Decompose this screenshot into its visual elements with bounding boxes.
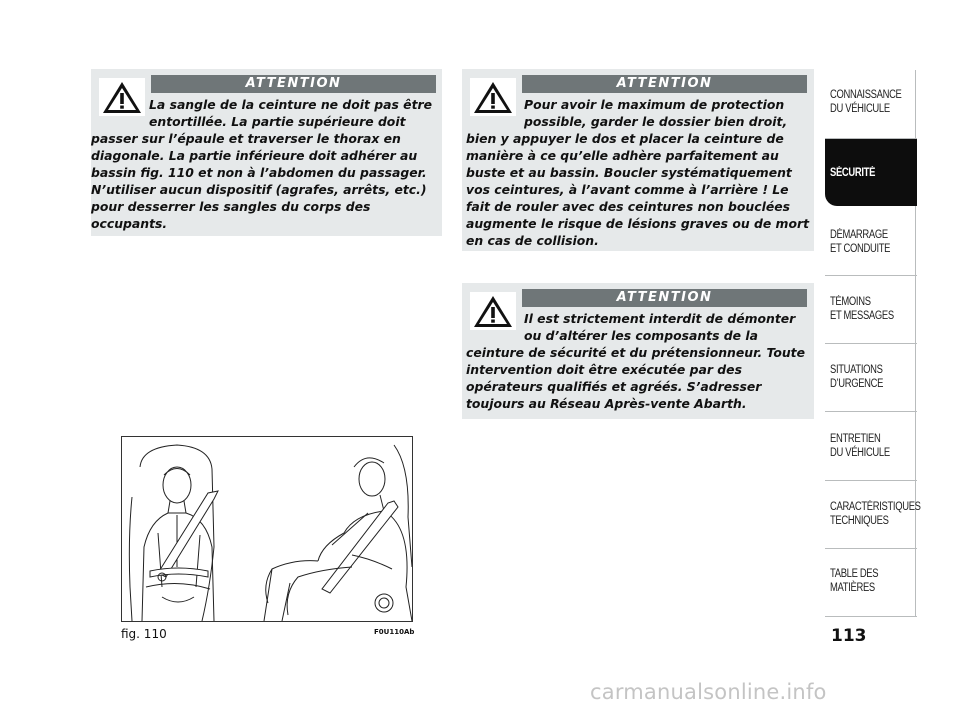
tab-caracteristiques-techniques[interactable]: CARACTÉRISTIQUES TECHNIQUES [830,501,921,527]
warning-text [466,96,810,249]
tab-divider [825,548,917,549]
attention-header: ATTENTION [522,75,807,93]
tab-divider [825,480,917,481]
page-number: 113 [831,626,867,646]
warning-box-1 [91,69,442,236]
figure-caption: fig. 110 [121,627,167,641]
tab-situations-d-urgence[interactable]: SITUATIONS D’URGENCE [830,364,884,390]
tab-divider [825,616,917,617]
warning-box-3 [462,283,814,419]
warning-box-2 [462,69,814,251]
warning-text-lead: La sangle de la ceinture ne doit pas être entortillée. La partie supérieure doit [149,97,433,129]
tab-entretien-du-vehicule[interactable]: ENTRETIEN DU VÉHICULE [830,433,890,459]
watermark: carmanualsonline.info [590,680,827,704]
attention-header: ATTENTION [522,289,807,307]
tab-divider [825,343,917,344]
warning-text-body: passer sur l’épaule et traverser le thorax en diagonale. La partie inférieure doit adhérer au bassin fig. 110 et non à l’abdomen du passager. N’utiliser aucun dispositif (agrafes, arrêts, etc.) pour desserrer les sangles du corps des occupants. [91,131,427,231]
warning-text [466,310,810,412]
tab-temoins-et-messages[interactable]: TÉMOINS ET MESSAGES [830,296,894,322]
warning-text-body: bien y appuyer le dos et placer la ceinture de manière à ce qu’elle adhère parfaitement au buste et au bassin. Boucler systématiquement vos ceintures, à l’avant comme à l’arrière ! Le fait de rouler avec des ceintures non bouclées augmente le risque de lésions graves ou de mort en cas de collision. [466,131,810,248]
tab-securite[interactable]: SÉCURITÉ [825,139,917,206]
tab-divider [825,411,917,412]
tab-demarrage-et-conduite[interactable]: DÉMARRAGE ET CONDUITE [830,229,891,255]
figure-110-seatbelt-illustration [121,436,413,622]
tab-connaissance-du-vehicule[interactable]: CONNAISSANCE DU VÉHICULE [830,89,902,115]
warning-text-lead: Il est strictement interdit de démonter ou d’altérer les composants de la [524,311,796,343]
seatbelt-occupants-drawing [122,437,412,621]
warning-text [91,96,437,232]
figure-code: F0U110Ab [374,628,415,636]
tab-table-des-matieres[interactable]: TABLE DES MATIÈRES [830,568,879,594]
warning-text-body: ceinture de sécurité et du prétensionneur. Toute intervention doit être exécutée par des opérateurs qualifiés et agréés. S’adresser toujours au Réseau Après-vente Abarth. [466,345,805,411]
warning-text-lead: Pour avoir le maximum de protection possible, garder le dossier bien droit, [524,97,788,129]
attention-header: ATTENTION [151,75,436,93]
tab-divider [825,275,917,276]
